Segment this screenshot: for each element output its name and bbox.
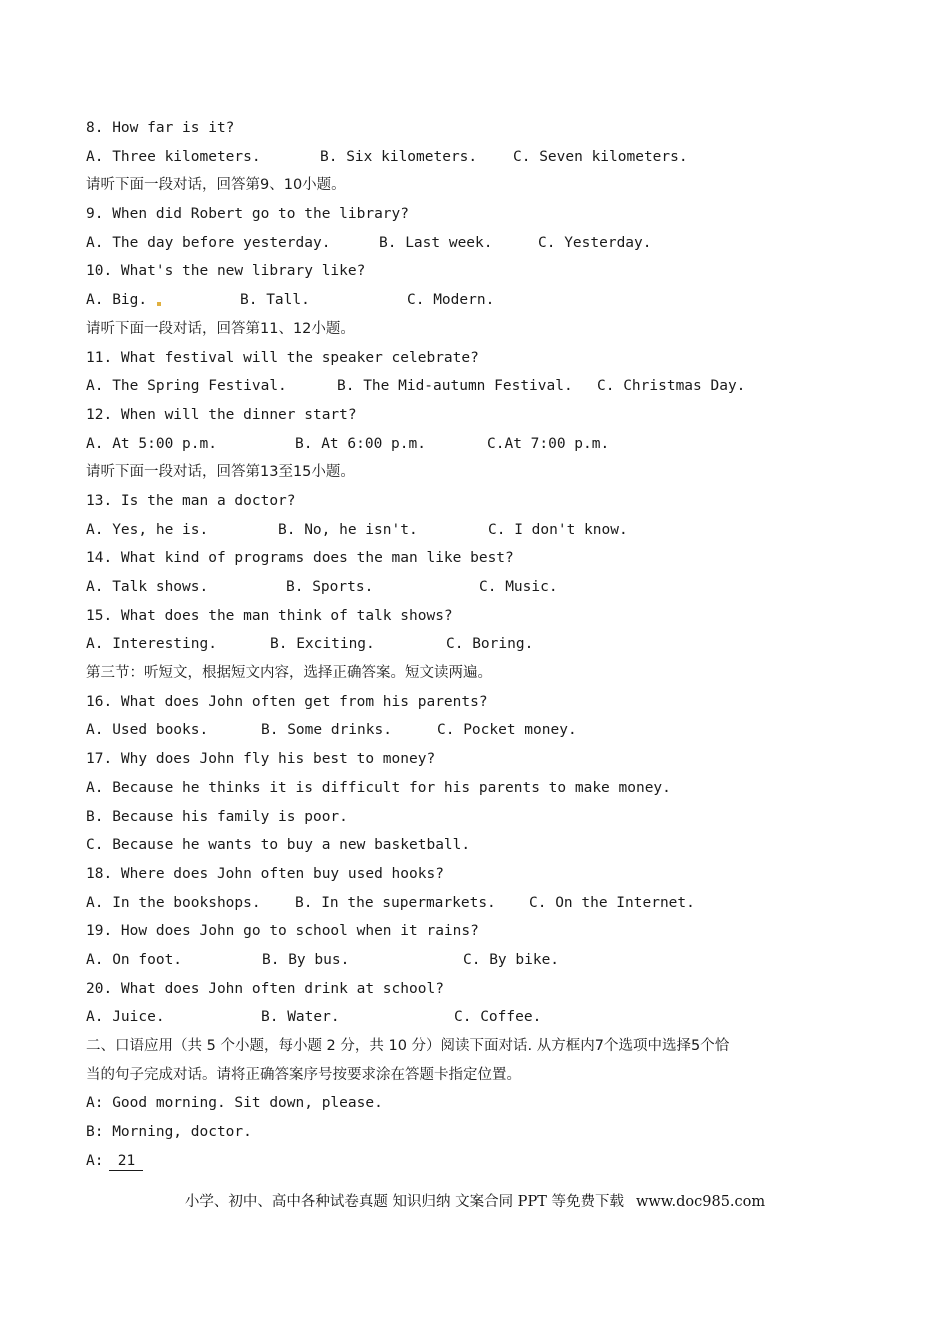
answer-option: A. Big. <box>86 286 240 315</box>
answer-options <box>86 1003 866 1032</box>
answer-option: B. Six kilometers. <box>320 148 478 165</box>
answer-option: B. In the supermarkets. <box>295 894 496 911</box>
answer-option: B. By bus. <box>262 951 350 968</box>
answer-option: C. Coffee. <box>454 1009 542 1026</box>
question-text: A: Good morning. Sit down, please. <box>86 1095 383 1112</box>
question-text: 14. What kind of programs does the man like best? <box>86 550 514 567</box>
answer-option: B. Tall. <box>240 292 310 309</box>
answer-option: A. Juice. <box>86 1009 165 1026</box>
question-text: B. Because his family is poor. <box>86 808 348 825</box>
answer-options <box>86 630 866 659</box>
section-instruction: 请听下面一段对话，回答第9、10小题。 <box>86 177 346 194</box>
question-text: 20. What does John often drink at school? <box>86 980 444 997</box>
question-text: C. Because he wants to buy a new basketball. <box>86 837 471 854</box>
question-text: A. Because he thinks it is difficult for his parents to make money. <box>86 779 671 796</box>
question-text: 10. What's the new library like? <box>86 263 366 280</box>
question-text: B: Morning, doctor. <box>86 1124 252 1141</box>
footer-text: 小学、初中、高中各种试卷真题 知识归纳 文案合同 PPT 等免费下载 <box>184 1194 624 1210</box>
answer-option: B. Exciting. <box>270 636 375 653</box>
answer-option: B. No, he isn't. <box>278 521 418 538</box>
answer-option: A. The day before yesterday. <box>86 234 331 251</box>
answer-option: A. Yes, he is. <box>86 521 209 538</box>
answer-option: C. Christmas Day. <box>597 378 746 395</box>
answer-options <box>86 229 866 258</box>
mark-dot-icon <box>157 302 161 306</box>
answer-options <box>86 716 866 745</box>
dialogue-line <box>86 1147 866 1176</box>
question-text: 8. How far is it? <box>86 120 235 136</box>
answer-options <box>86 573 866 602</box>
section-instruction: 请听下面一段对话，回答第11、12小题。 <box>86 320 355 337</box>
question-text: 17. Why does John fly his best to money? <box>86 751 436 768</box>
answer-option: B. Some drinks. <box>261 722 392 739</box>
answer-option: B. Water. <box>261 1009 340 1026</box>
question-text: 11. What festival will the speaker celebrate? <box>86 349 479 366</box>
answer-option: B. The Mid-autumn Festival. <box>337 378 573 395</box>
answer-option: A. In the bookshops. <box>86 894 261 911</box>
answer-option: A. On foot. <box>86 951 183 968</box>
answer-blank: 21 <box>109 1152 143 1171</box>
question-text: 16. What does John often get from his parents? <box>86 693 488 710</box>
answer-option: C. Seven kilometers. <box>513 148 688 165</box>
exam-page <box>86 114 866 1175</box>
section-instruction: 请听下面一段对话，回答第13至15小题。 <box>86 464 355 481</box>
answer-option: B. At 6:00 p.m. <box>295 435 426 452</box>
answer-option: C. Pocket money. <box>437 722 577 739</box>
answer-option: A. Used books. <box>86 722 209 739</box>
answer-option: A. Talk shows. <box>86 579 209 595</box>
answer-options <box>86 946 866 975</box>
section-instruction: 当的句子完成对话。请将正确答案序号按要求涂在答题卡指定位置。 <box>86 1066 521 1083</box>
answer-option: C. Yesterday. <box>538 234 652 251</box>
question-text: 12. When will the dinner start? <box>86 406 357 423</box>
answer-option: C. By bike. <box>463 951 560 968</box>
answer-options <box>86 516 866 545</box>
answer-options <box>86 889 866 918</box>
question-text: 19. How does John go to school when it rains? <box>86 923 479 940</box>
section-instruction: 二、口语应用（共 5 个小题，每小题 2 分，共 10 分）阅读下面对话. 从方框内7个选项中选择5个恰 <box>86 1038 730 1054</box>
section-instruction: 第三节：听短文，根据短文内容，选择正确答案。短文读两遍。 <box>86 665 492 682</box>
speaker-label: A: <box>86 1152 104 1169</box>
answer-options <box>86 430 866 459</box>
answer-options <box>86 286 866 315</box>
question-text: 9. When did Robert go to the library? <box>86 206 410 223</box>
answer-options <box>86 372 866 401</box>
answer-option: A. At 5:00 p.m. <box>86 435 217 452</box>
answer-option: A. Interesting. <box>86 636 217 653</box>
answer-option: C. Modern. <box>407 292 495 309</box>
answer-option: C.At 7:00 p.m. <box>487 435 610 452</box>
answer-option: A. Three kilometers. <box>86 148 261 165</box>
question-text: 15. What does the man think of talk shows? <box>86 607 453 624</box>
answer-option: A. The Spring Festival. <box>86 378 287 395</box>
answer-option: B. Sports. <box>286 579 374 595</box>
answer-options <box>86 143 866 172</box>
answer-option: C. Boring. <box>446 636 534 653</box>
answer-option: C. On the Internet. <box>529 894 695 911</box>
footer-site-link[interactable]: www.doc985.com <box>635 1194 766 1210</box>
question-text: 13. Is the man a doctor? <box>86 492 296 509</box>
answer-option: C. Music. <box>479 579 558 595</box>
page-footer <box>0 1190 950 1211</box>
question-text: 18. Where does John often buy used hooks? <box>86 865 444 882</box>
answer-option: C. I don't know. <box>488 521 628 538</box>
answer-option: B. Last week. <box>379 234 493 251</box>
